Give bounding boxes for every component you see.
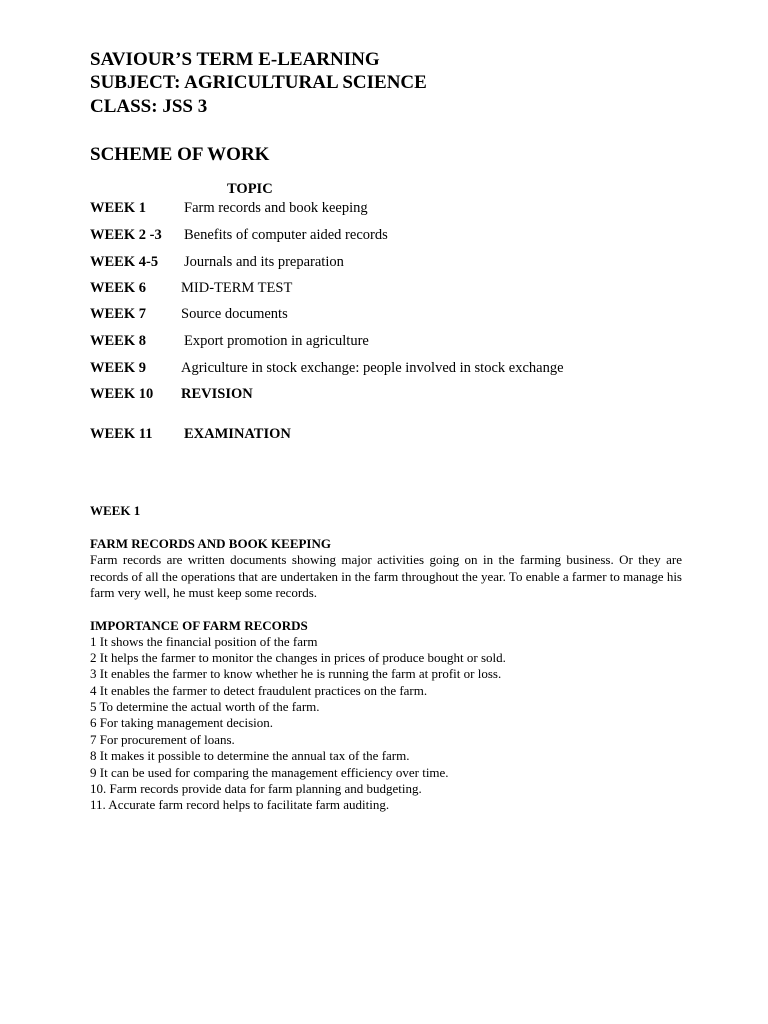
week-topic: EXAMINATION xyxy=(184,426,291,442)
week-topic: Export promotion in agriculture xyxy=(184,333,369,349)
week1-heading: FARM RECORDS AND BOOK KEEPING xyxy=(90,536,331,551)
week-label: WEEK 6 xyxy=(90,280,146,296)
week-label: WEEK 7 xyxy=(90,306,146,322)
document-title: SAVIOUR’S TERM E-LEARNING xyxy=(90,49,380,70)
week-topic: REVISION xyxy=(181,386,253,402)
week-label: WEEK 11 xyxy=(90,426,153,442)
list-item: 8 It makes it possible to determine the annual tax of the farm. xyxy=(90,748,410,763)
list-item: 10. Farm records provide data for farm planning and budgeting. xyxy=(90,781,422,796)
week-topic: Source documents xyxy=(181,306,288,322)
week-topic: Farm records and book keeping xyxy=(184,200,368,216)
list-item: 11. Accurate farm record helps to facilitate farm auditing. xyxy=(90,797,390,812)
week-label: WEEK 10 xyxy=(90,386,154,402)
week-label: WEEK 8 xyxy=(90,333,146,349)
list-item: 2 It helps the farmer to monitor the changes in prices of produce bought or sold. xyxy=(90,650,506,665)
list-item: 4 It enables the farmer to detect fraudulent practices on the farm. xyxy=(90,683,428,698)
topic-column-header: TOPIC xyxy=(227,181,273,197)
week-label: WEEK 1 xyxy=(90,200,146,216)
list-item: 9 It can be used for comparing the management efficiency over time. xyxy=(90,765,449,780)
list-item: 3 It enables the farmer to know whether he is running the farm at profit or loss. xyxy=(90,666,502,681)
list-item: 5 To determine the actual worth of the farm. xyxy=(90,699,320,714)
week-topic: Agriculture in stock exchange: people involved in stock exchange xyxy=(181,360,564,376)
list-item: 7 For procurement of loans. xyxy=(90,732,235,747)
list-item: 6 For taking management decision. xyxy=(90,715,274,730)
subject-line: SUBJECT: AGRICULTURAL SCIENCE xyxy=(90,72,427,93)
importance-heading: IMPORTANCE OF FARM RECORDS xyxy=(90,618,308,633)
week-label: WEEK 2 -3 xyxy=(90,227,162,243)
week1-paragraph: Farm records are written documents showing major activities going on in the farming business. Or they are records of all the operations that are undertaken in the farm throughout the year. To enable a farmer to manage his farm very well, he must keep some records. xyxy=(90,552,682,600)
week-label: WEEK 4-5 xyxy=(90,254,159,270)
week-topic: Journals and its preparation xyxy=(184,254,344,270)
class-line: CLASS: JSS 3 xyxy=(90,96,208,117)
scheme-heading: SCHEME OF WORK xyxy=(90,144,270,165)
week-topic: Benefits of computer aided records xyxy=(184,227,388,243)
week1-label: WEEK 1 xyxy=(90,503,141,518)
list-item: 1 It shows the financial position of the farm xyxy=(90,634,318,649)
week-label: WEEK 9 xyxy=(90,360,146,376)
week-topic: MID-TERM TEST xyxy=(181,280,293,296)
